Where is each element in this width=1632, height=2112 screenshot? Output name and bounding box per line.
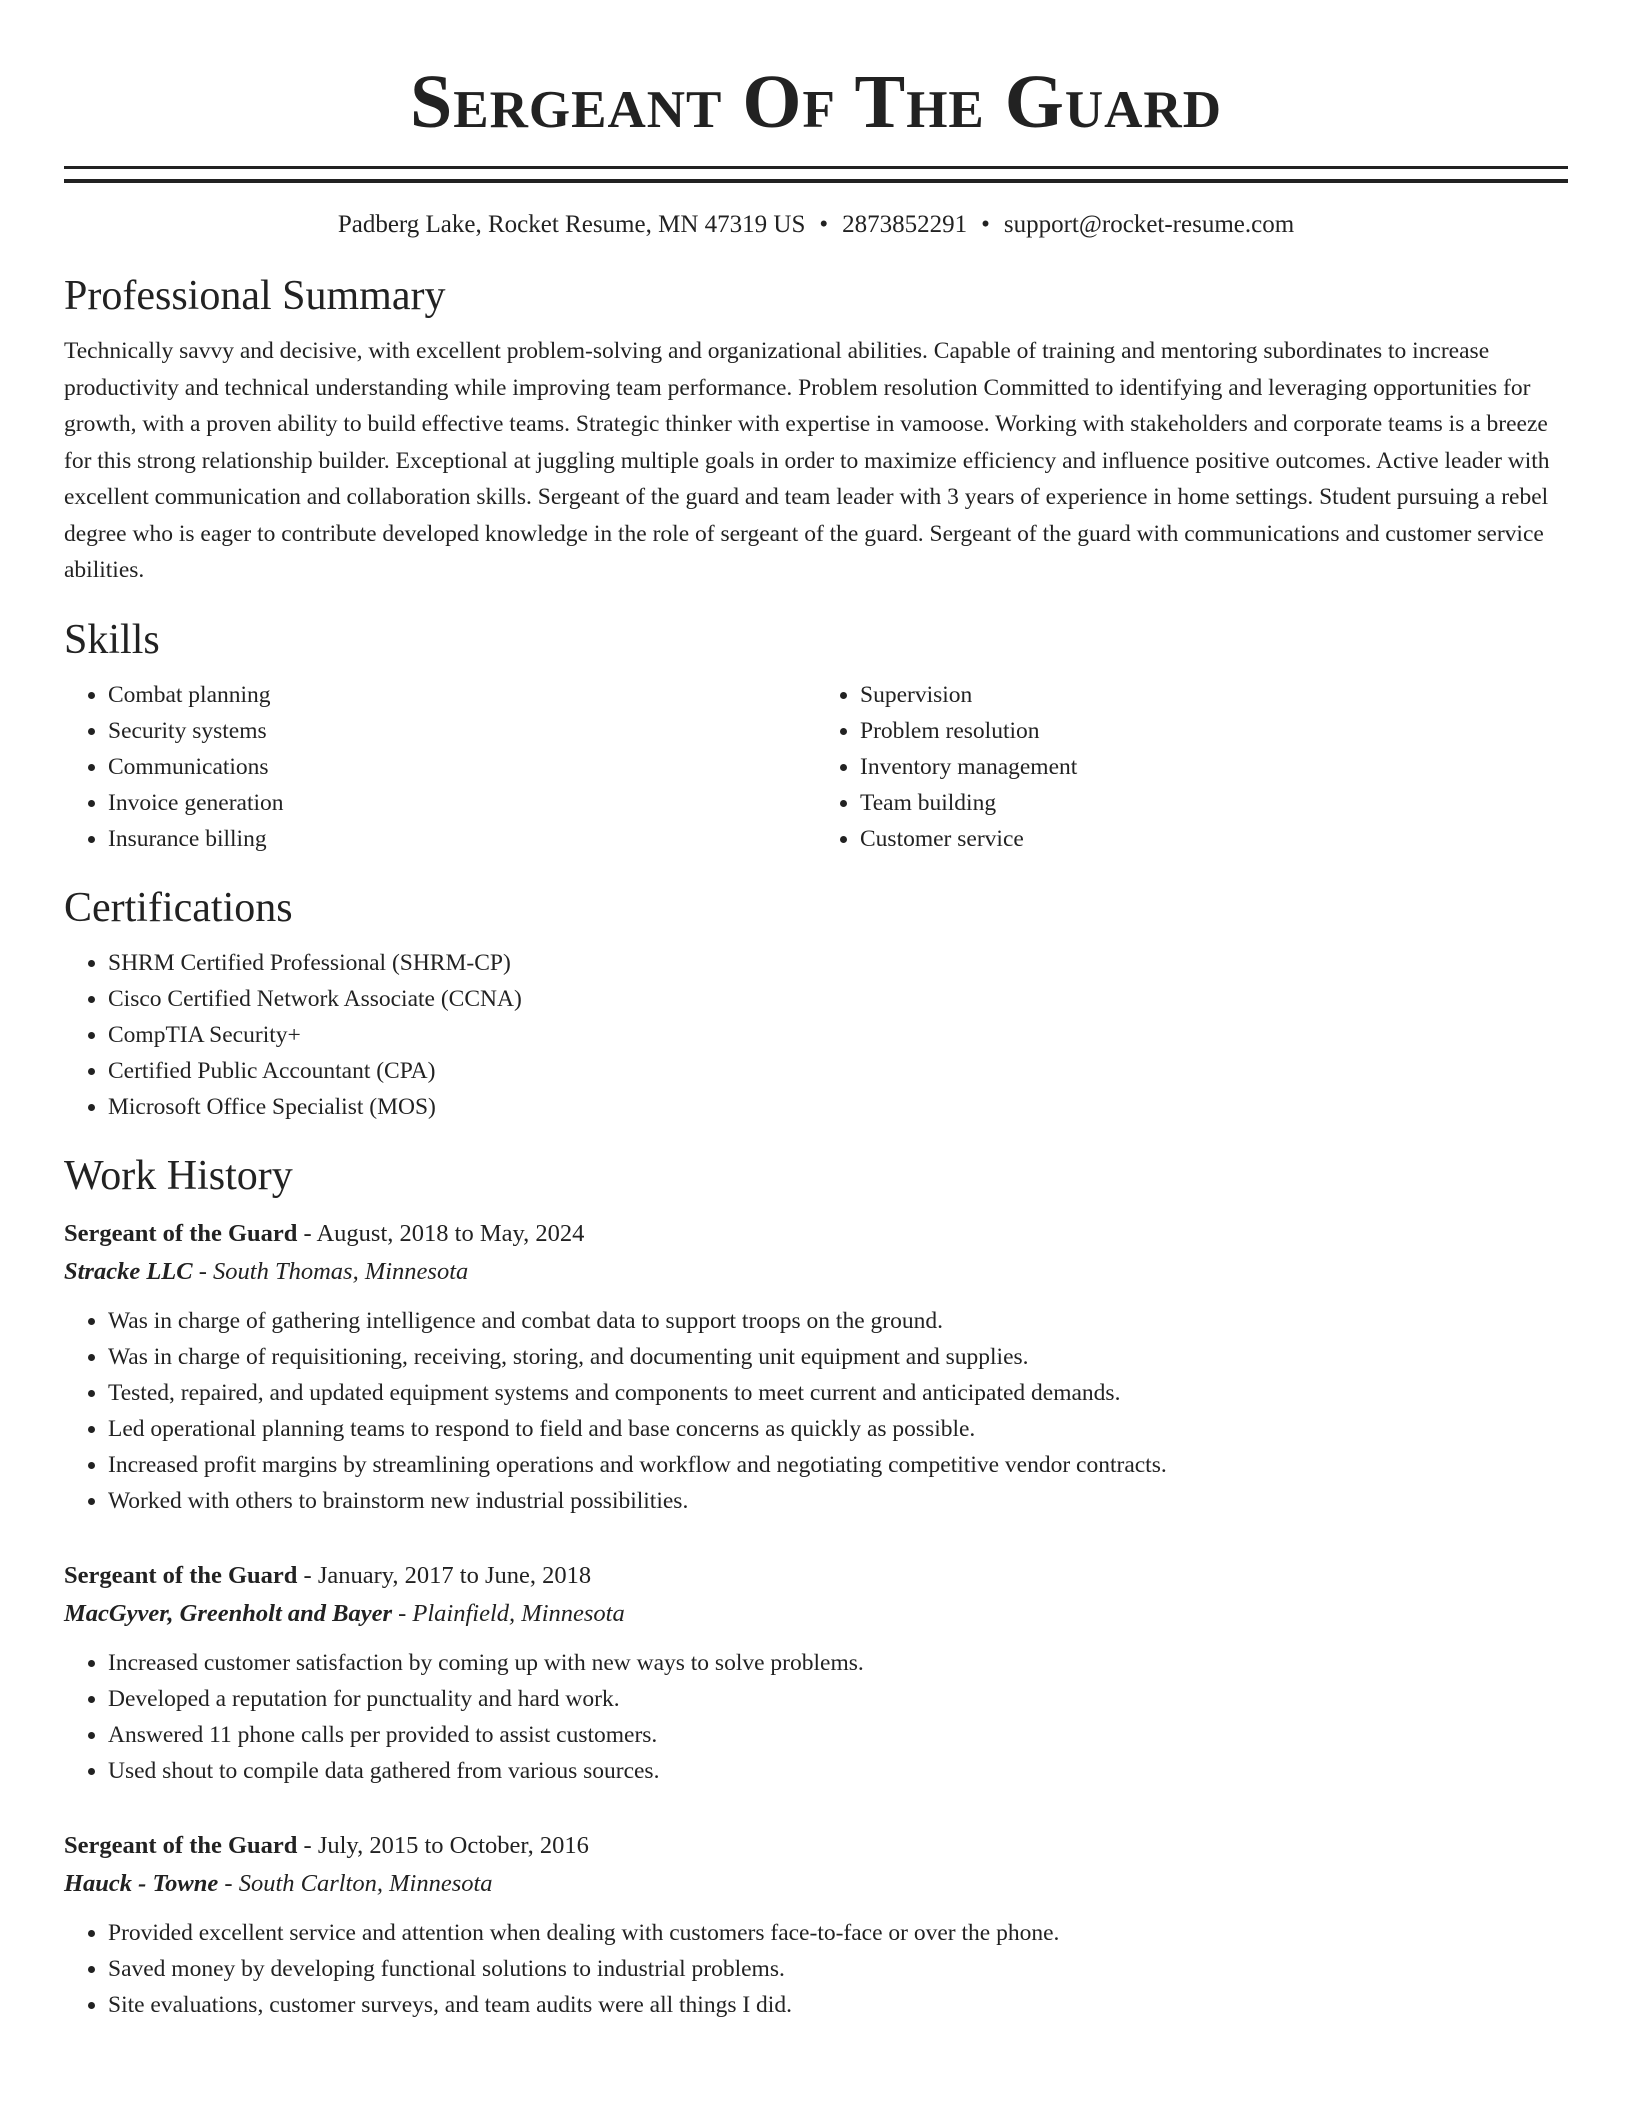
certification-item: • Certified Public Accountant (CPA) (108, 1053, 1568, 1089)
job-company: Hauck - Towne (64, 1869, 219, 1897)
skill-item: • Team building (860, 785, 1568, 821)
skill-item: • Communications (108, 749, 816, 785)
summary-text: Technically savvy and decisive, with excellent problem-solving and organizational abilities. Capable of training and mentoring subordinates to increase productivity and technical understanding while improving team performance. Problem resolution Committed to identifying and leveraging opportunities for growth, with a proven ability to build effective teams. Strategic thinker with expertise in vamoose. Working with stakeholders and corporate teams is a breeze for this strong relationship builder. Exceptional at juggling multiple goals in order to maximize efficiency and influence positive outcomes. Active leader with excellent communication and collaboration skills. Sergeant of the guard and team leader with 3 years of experience in home settings. Student pursuing a rebel degree who is eager to contribute developed knowledge in the role of sergeant of the guard. Sergeant of the guard with communications and customer service abilities. (64, 338, 1550, 583)
job-bullet: • Site evaluations, customer surveys, and team audits were all things I did. (108, 1987, 1568, 2023)
job-entry (64, 1557, 1568, 1789)
work-history-heading: Work History (64, 1152, 293, 1199)
contact-separator: • (981, 211, 990, 238)
job-bullets (64, 1915, 1568, 2023)
skill-item: • Insurance billing (108, 821, 816, 857)
skill-item: • Security systems (108, 713, 816, 749)
contact-line (64, 209, 1568, 241)
job-bullet: • Saved money by developing functional solutions to industrial problems. (108, 1951, 1568, 1987)
certification-item: • Microsoft Office Specialist (MOS) (108, 1089, 1568, 1125)
job-role: Sergeant of the Guard (64, 1831, 298, 1859)
certifications-heading: Certifications (64, 884, 293, 931)
job-location: - South Carlton, Minnesota (218, 1869, 493, 1897)
job-dates: - January, 2017 to June, 2018 (297, 1561, 592, 1589)
certification-item: • SHRM Certified Professional (SHRM-CP) (108, 945, 1568, 981)
contact-phone: 2873852291 (842, 211, 968, 238)
job-bullet: • Led operational planning teams to respond to field and base concerns as quickly as possible. (108, 1411, 1568, 1447)
job-entry (64, 1215, 1568, 1519)
skills-list-left (64, 677, 816, 857)
job-title-line (64, 1827, 1568, 1865)
job-dates: - July, 2015 to October, 2016 (297, 1831, 589, 1859)
skill-item: • Combat planning (108, 677, 816, 713)
job-bullet: • Was in charge of gathering intelligence and combat data to support troops on the ground. (108, 1303, 1568, 1339)
job-company-line (64, 1865, 1568, 1903)
contact-address: Padberg Lake, Rocket Resume, MN 47319 US (337, 211, 806, 238)
job-bullets (64, 1645, 1568, 1789)
job-bullet: • Increased customer satisfaction by coming up with new ways to solve problems. (108, 1645, 1568, 1681)
job-location: - South Thomas, Minnesota (192, 1257, 469, 1285)
job-company-line (64, 1253, 1568, 1291)
job-title-line (64, 1215, 1568, 1253)
skills-heading: Skills (64, 616, 160, 663)
skills-columns (64, 677, 1568, 857)
certification-item: • CompTIA Security+ (108, 1017, 1568, 1053)
job-bullet: • Was in charge of requisitioning, receiving, storing, and documenting unit equipment and supplies. (108, 1339, 1568, 1375)
job-role: Sergeant of the Guard (64, 1561, 298, 1589)
resume-page (64, 0, 1568, 2023)
job-bullets (64, 1303, 1568, 1519)
skill-item: • Supervision (860, 677, 1568, 713)
skills-list-right (816, 677, 1568, 857)
job-role: Sergeant of the Guard (64, 1219, 298, 1247)
job-bullet: • Provided excellent service and attention when dealing with customers face-to-face or over the phone. (108, 1915, 1568, 1951)
job-bullet: • Worked with others to brainstorm new industrial possibilities. (108, 1483, 1568, 1519)
job-bullet: • Tested, repaired, and updated equipment systems and components to meet current and anticipated demands. (108, 1375, 1568, 1411)
summary-heading: Professional Summary (64, 273, 446, 319)
certifications-list (64, 945, 1568, 1125)
job-company: MacGyver, Greenholt and Bayer (64, 1599, 392, 1627)
job-company-line (64, 1595, 1568, 1633)
job-bullet: • Used shout to compile data gathered from various sources. (108, 1753, 1568, 1789)
resume-name: Sergeant Of The Guard (410, 60, 1222, 144)
certification-item: • Cisco Certified Network Associate (CCNA) (108, 981, 1568, 1017)
header-divider (64, 166, 1568, 183)
job-bullet: • Answered 11 phone calls per provided to assist customers. (108, 1717, 1568, 1753)
job-bullet: • Developed a reputation for punctuality and hard work. (108, 1681, 1568, 1717)
job-entry (64, 1827, 1568, 2023)
contact-separator: • (819, 211, 829, 238)
skill-item: • Customer service (860, 821, 1568, 857)
skill-item: • Inventory management (860, 749, 1568, 785)
job-bullet: • Increased profit margins by streamlining operations and workflow and negotiating competitive vendor contracts. (108, 1447, 1568, 1483)
contact-email: support@rocket-resume.com (1003, 211, 1295, 238)
job-location: - Plainfield, Minnesota (392, 1599, 625, 1627)
skill-item: • Invoice generation (108, 785, 816, 821)
job-company: Stracke LLC (64, 1257, 193, 1285)
job-dates: - August, 2018 to May, 2024 (297, 1219, 585, 1247)
job-title-line (64, 1557, 1568, 1595)
skill-item: • Problem resolution (860, 713, 1568, 749)
